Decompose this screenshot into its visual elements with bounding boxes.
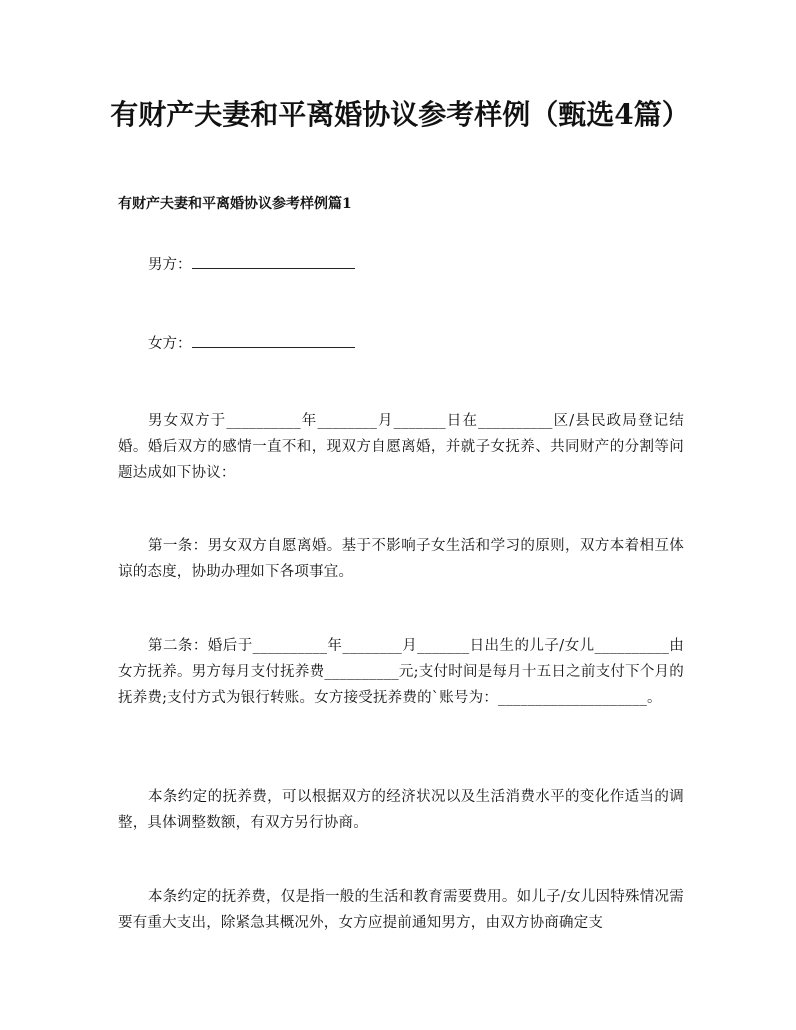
section-heading: 有财产夫妻和平离婚协议参考样例篇1 — [118, 196, 352, 212]
female-party-blank — [192, 333, 355, 348]
paragraph-support-adjustment: 本条约定的抚养费，可以根据双方的经济状况以及生活消费水平的变化作适当的调整，具体调整数额，有双方另行协商。 — [118, 789, 684, 831]
document-title: 有财产夫妻和平离婚协议参考样例（甄选4篇） — [110, 98, 690, 131]
female-party-label: 女方： — [148, 336, 192, 352]
male-party-line — [148, 253, 355, 274]
male-party-blank — [192, 254, 355, 269]
paragraph-article-1: 第一条：男女双方自愿离婚。基于不影响子女生活和学习的原则，双方本着相互体谅的态度，协助办理如下各项事宜。 — [118, 538, 684, 580]
male-party-label: 男方： — [148, 257, 192, 273]
paragraph-article-2: 第二条：婚后于__________年________月_______日出生的儿子/女儿__________由女方抚养。男方每月支付抚养费__________元;支付时间是每月十五日之前支付下个月的抚养费;支付方式为银行转账。女方接受抚养费的`账号为：____________________。 — [118, 638, 684, 706]
female-party-line — [148, 332, 355, 353]
paragraph-marriage-info: 男女双方于__________年________月_______日在__________区/县民政局登记结婚。婚后双方的感情一直不和，现双方自愿离婚，并就子女抚养、共同财产的分割等问题达成如下协议： — [118, 413, 684, 481]
paragraph-support-scope: 本条约定的抚养费，仅是指一般的生活和教育需要费用。如儿子/女儿因特殊情况需要有重大支出，除紧急其概况外，女方应提前通知男方，由双方协商确定支 — [118, 889, 684, 931]
